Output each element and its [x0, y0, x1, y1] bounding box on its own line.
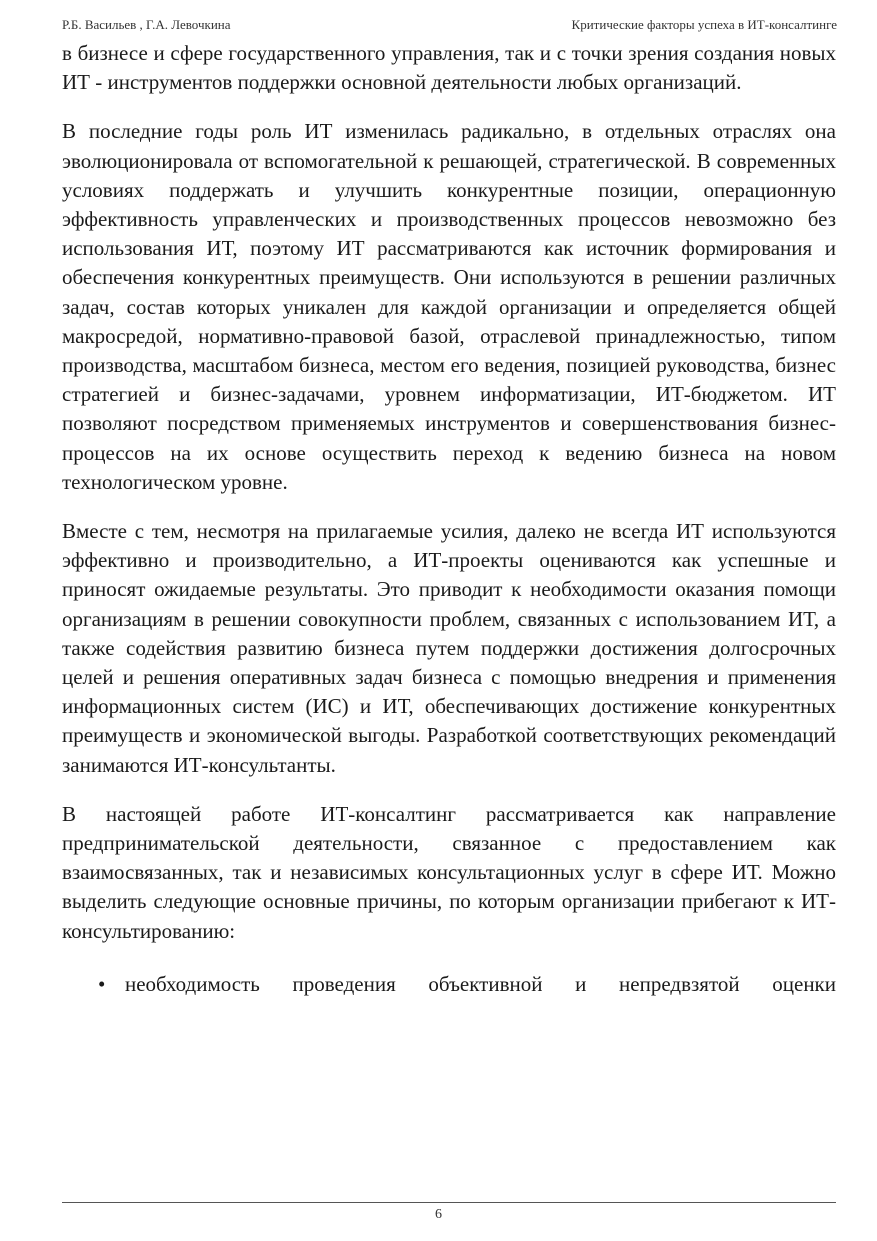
list-item	[62, 970, 836, 999]
page-number: 6	[435, 1207, 442, 1222]
paragraph-it-efficiency: Вместе с тем, несмотря на прилагаемые усилия, далеко не всегда ИТ используются эффективно и производительно, а ИТ-проекты оцениваются как успешные и приносят ожидаемые результаты. Это приводит к необходимости оказания помощи организациям в решении совокупности проблем, связанных с использованием ИТ, а также содействия развитию бизнеса путем поддержки достижения долгосрочных целей и решения оперативных задач бизнеса с помощью внедрения и применения информационных систем (ИС) и ИТ, обеспечивающих достижение конкурентных преимуществ и экономической выгоды. Разработкой соответствующих рекомендаций занимаются ИТ-консультанты.	[62, 519, 836, 777]
paragraph-continuation: в бизнесе и сфере государственного управления, так и с точки зрения создания новых ИТ - инструментов поддержки основной деятельности любых организаций.	[62, 41, 836, 95]
header-short-title: Критические факторы успеха в ИТ-консалтинге	[571, 17, 837, 32]
reasons-list	[62, 970, 836, 999]
paragraph-it-consulting: В настоящей работе ИТ-консалтинг рассматривается как направление предпринимательской деятельности, связанное с предоставлением как взаимосвязанных, так и независимых консультационных услуг в сфере ИТ. Можно выделить следующие основные причины, по которым организации прибегают к ИТ-консультированию:	[62, 801, 836, 943]
body-text	[62, 39, 836, 999]
running-header	[62, 15, 837, 35]
bullet-icon: •	[98, 971, 106, 996]
header-authors: Р.Б. Васильев , Г.А. Левочкина	[62, 17, 231, 32]
paragraph-it-role: В последние годы роль ИТ изменилась радикально, в отдельных отраслях она эволюционировала от вспомогательной к решающей, стратегической. В современных условиях поддержать и улучшить конкурентные позиции, операционную эффективность управленческих и производственных процессов невозможно без использования ИТ, поэтому ИТ рассматриваются как источник формирования и обеспечения конкурентных преимуществ. Они используются в решении различных задач, состав которых уникален для каждой организации и определяется общей макросредой, нормативно-правовой базой, отраслевой принадлежностью, типом производства, масштабом бизнеса, местом его ведения, позицией руководства, бизнес стратегией и бизнес-задачами, уровнем информатизации, ИТ-бюджетом. ИТ позволяют посредством применяемых инструментов и совершенствования бизнес-процессов на их основе осуществить переход к ведению бизнеса на новом технологическом уровне.	[62, 119, 836, 494]
list-item-text: необходимость проведения объективной и непредвзятой оценки	[125, 971, 836, 996]
footer-divider	[62, 1202, 836, 1203]
